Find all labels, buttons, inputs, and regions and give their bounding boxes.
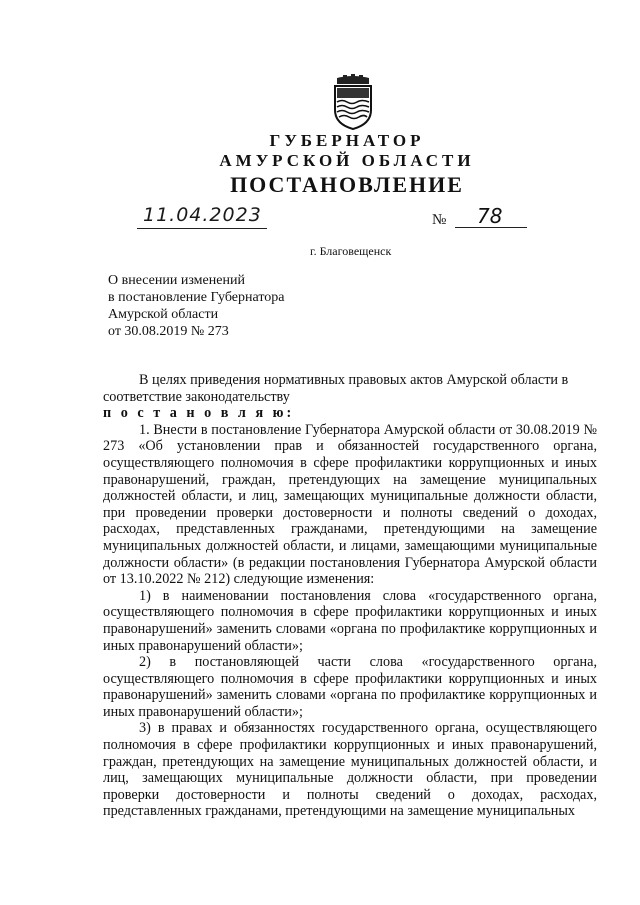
coat-of-arms-emblem xyxy=(331,74,375,130)
subject-line: О внесении изменений xyxy=(108,273,245,288)
issuer-region: АМУРСКОЙ ОБЛАСТИ xyxy=(219,151,475,170)
document-body xyxy=(103,372,597,820)
intro-line: В целях приведения нормативных правовых актов Амурской области в xyxy=(139,372,569,388)
handwritten-number: 78 xyxy=(455,204,527,228)
issuer-title: ГУБЕРНАТОР xyxy=(269,131,425,150)
document-subject xyxy=(108,272,285,340)
subject-line: в постановление Губернатора xyxy=(108,290,285,305)
city: г. Благовещенск xyxy=(310,244,392,258)
paragraph-item-1: 1) в наименовании постановления слова «государственного органа, осуществляющего полномочия в сфере профилактики коррупционных и иных правонарушений» заменить словами «органа по профилактике коррупционных и иных правонарушений области»; xyxy=(103,587,597,654)
decree-word: п о с т а н о в л я ю: xyxy=(103,405,295,422)
paragraph-item-2: 2) в постановляющей части слова «государственного органа, осуществляющего полномочия в сфере профилактики коррупционных и иных правонарушений» заменить словами «органа по профилактике коррупционных и иных правонарушений области»; xyxy=(103,654,597,720)
paragraph-1: 1. Внести в постановление Губернатора Амурской области от 30.08.2019 № 273 «Об установлении прав и обязанностей государственного органа, осуществляющего полномочия в сфере профилактики коррупционных и иных правонарушений, граждан, претендующих на замещение муниципальных должностей области, и лиц, замещающих муниципальные должности области, при проведении проверки достоверности и полноты сведений о доходах, расходах, представленных гражданами, претендующими на замещение муниципальных должностей области, и лицами, замещающими муниципальные должности области» (в редакции постановления Губернатора Амурской области от 13.10.2022 № 212) следующие изменения: xyxy=(103,421,597,588)
intro-line: соответствие законодательству xyxy=(103,388,290,405)
subject-line: Амурской области xyxy=(108,307,219,322)
subject-line: от 30.08.2019 № 273 xyxy=(108,324,229,339)
document-type: ПОСТАНОВЛЕНИЕ xyxy=(230,172,464,197)
number-label: № xyxy=(432,212,447,228)
handwritten-date: 11.04.2023 xyxy=(137,204,267,229)
paragraph-item-3: 3) в правах и обязанностях государственного органа, осуществляющего полномочия в сфере профилактики коррупционных и иных правонарушений, граждан, претендующих на замещение муниципальных должностей области, и лиц, замещающих муниципальные должности области, при проведении проверки достоверности и полноты сведений о доходах, расходах, представленных гражданами, претендующими на замещение муниципальных xyxy=(103,720,597,820)
